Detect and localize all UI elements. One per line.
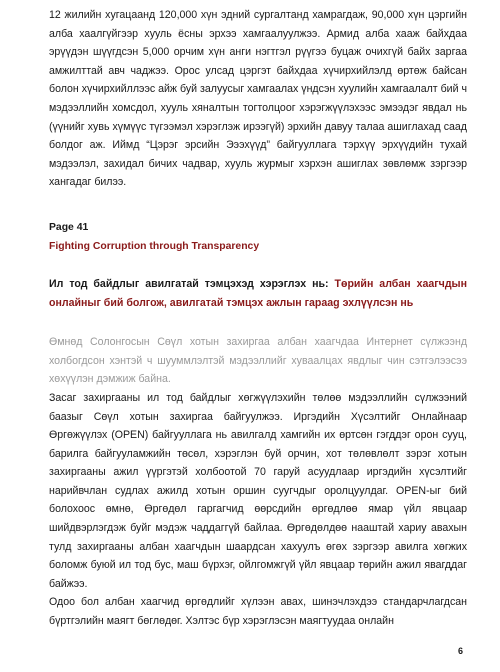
document-page (49, 6, 467, 631)
page-number: 6 (458, 646, 464, 656)
body-paragraph-3: Одоо бол албан хаагчид өргөдлийг хүлээн авах, шинэчлэхдээ стандарчлагдсан бүртгэлийн маягт бөглөдөг. Хэлтэс бүр хэрэглэсэн маягтуудаа онлайн (49, 596, 467, 628)
heading-emphasis: Төрийн албан хаагчдын онлайныг бий болгож, авилгатай тэмцэх ажлын гараag эхлүүлсэн нь (49, 277, 467, 309)
section-title: Fighting Corruption through Transparency (49, 240, 260, 252)
intro-paragraph: Өмнөд Солонгосын Сөүл хотын захиргаа албан хаагчдаа Интернет сүлжээнд холбогдсон хэнтэй ч шууммлэлтэй мэдээллийг хуваалцах явдлыг чин сэтгэлээсээ хөхүүлэн дэмжиж байна. (49, 336, 467, 386)
article-heading (49, 275, 467, 312)
body-paragraph-2: Засаг захиргааны ил тод байдлыг хөгжүүлэхийн төлөө мэдээллийн сүлжээний баазыг Сөүл хотын захиргаа байгуулжээ. Иргэдийн Хүсэлтийг Онлайнаар Өргөжүүлэх (OPEN) байгууллага нь авилгалд хамгийн их өртсөн гэгддэг орон сууц, барилга байгууламжийн төсөл, хэрэглэн буй орчин, хот төлөвлөлт зэрэг хотын захиргааны ажил үүргэтэй холбоотой 70 гаруй асуудлаар иргэдийн хүсэлтийг нарийвчлан судлах ажилд хотын оршин суугчдыг оролцуулдаг. OPEN-ыг бий болохоос өмнө, Өргөдөл гаргагчид өөрсдийн өргөдлөө ямар үйл явцаар шийдвэрлэгдэж буйг мэдэж чаддаггүй байлаа. Өргөдөлдөө нааштай хариу авахын тулд захиргааны албан хаагчдын шаардсан хахуулъ өгөх зэргээр авилга хөгжих боломж буюй ил тод бус, маш бүрхэг, ойлгомжгүй үйл явцаар төрийн ажил явагддаг байжээ. (49, 391, 467, 590)
heading-lead: Ил тод байдлыг авилгатай тэмцэхэд хэрэглэх нь: (49, 277, 335, 290)
page-label: Page 41 (49, 221, 89, 233)
body-paragraph-1: 12 жилийн хугацаанд 120,000 хүн эдний сургалтанд хамрагдаж, 90,000 хүн цэргийн алба хаалгүйгээр хууль ёсны эрхээ хамгаалуулжээ. Армид алба хааж байхдаа эрүүдэн шүүгдсэн 5,000 орчим хүн анги нэгтгэл рүүгээ буцаж очихгүй байх заргаа амжилттай авч чаджээ. Орос улсад цэргэт байхдаа хүчирхийлэлд өртөж байсан болон хүчирхийллээс айж буй залуусыг хамгаалах үндсэн хуулийн хамгаалалт бий ч мэдээллийн хомсдол, хууль хяналтын тогтолцоог хэрэгжүүлэхээс эмээдэг явдал нь (үүнийг хувь хүмүүс түгээмэл хэрэглэж ирээгүй) эрхийн давуу талаа ашиглахад саад болдог аж. Иймд “Цэрэг эрсийн Эээхүүд” байгууллага тэрхүү эрхүүдийн тухай мэдээлэл, захидал бичих чадвар, хууль журмыг хэрхэн ашиглах зөвлөмж зэргээр хангадаг билээ. (49, 9, 467, 189)
